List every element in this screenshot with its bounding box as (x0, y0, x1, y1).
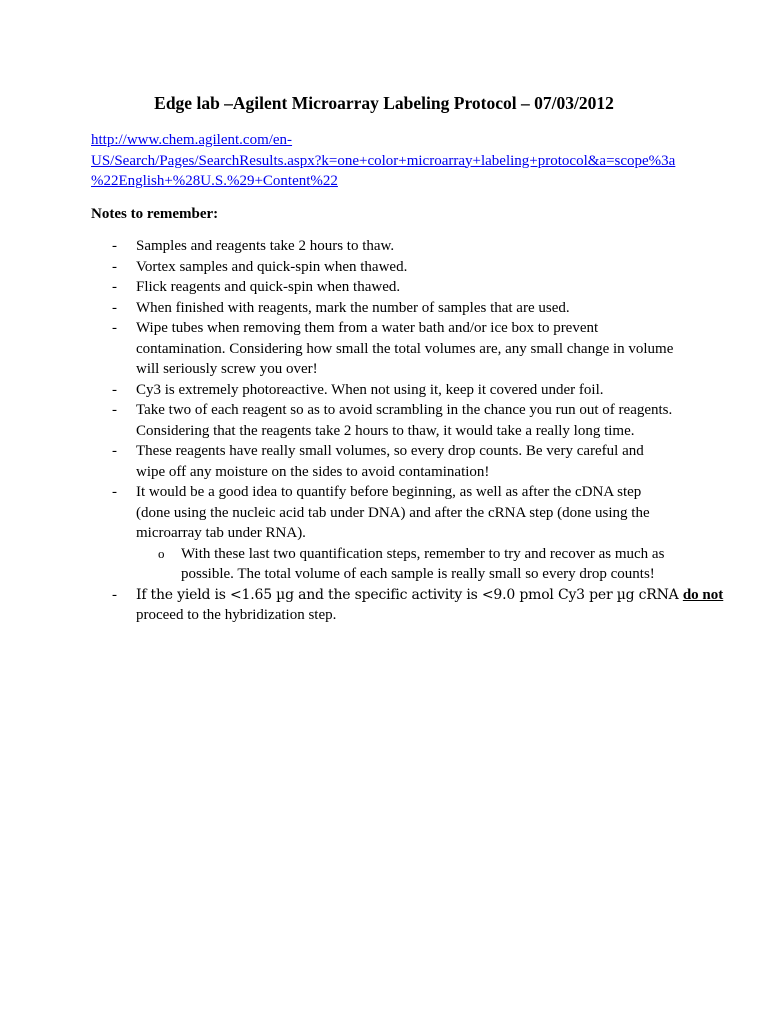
notes-list (0, 236, 768, 626)
dash-bullet: - (112, 299, 117, 316)
note-text: When finished with reagents, mark the number of samples that are used. (136, 299, 570, 316)
list-item (0, 298, 684, 319)
search-link-line-1[interactable]: http://www.chem.agilent.com/en- (91, 132, 293, 148)
note-text: Samples and reagents take 2 hours to thaw. (136, 238, 395, 254)
dash-bullet: - (112, 279, 117, 295)
list-item (0, 585, 724, 626)
list-item (0, 277, 684, 298)
note-text: Considering that the reagents take 2 hours to thaw, it would take a really long time. (136, 422, 635, 439)
sub-note-text: With these last two quantification steps, remember to try and recover as much as (181, 545, 665, 562)
do-not-emphasis: do not (682, 586, 724, 603)
dash-bullet: - (112, 484, 117, 500)
note-text: Take two of each reagent so as to avoid scrambling in the chance you run out of reagents. (136, 402, 673, 418)
list-item (0, 380, 684, 401)
note-text (136, 585, 724, 606)
list-item (0, 482, 684, 585)
sub-note-text: possible. The total volume of each sample is really small so every drop counts! (181, 566, 655, 582)
dash-bullet: - (112, 381, 117, 398)
note-text: will seriously screw you over! (136, 361, 318, 377)
note-text: Wipe tubes when removing them from a water bath and/or ice box to prevent (136, 320, 599, 336)
note-text: (done using the nucleic acid tab under DNA) and after the cRNA step (done using the (136, 504, 650, 521)
list-item (0, 400, 684, 441)
dash-bullet: - (112, 402, 117, 418)
note-text: It would be a good idea to quantify before beginning, as well as after the cDNA step (136, 484, 642, 500)
dash-bullet: - (112, 586, 117, 603)
yield-criteria-text: If the yield is <1.65 µg and the specific activity is <9.0 pmol Cy3 per µg cRNA (136, 586, 683, 603)
note-text: Vortex samples and quick-spin when thawed. (136, 258, 408, 275)
search-link-line-3[interactable]: %22English+%28U.S.%29+Content%22 (91, 173, 338, 189)
notes-heading: Notes to remember: (91, 206, 219, 222)
list-item (0, 441, 684, 482)
dash-bullet: - (112, 320, 117, 336)
dash-bullet: - (112, 443, 117, 459)
sub-list-item (136, 544, 684, 585)
note-text: contamination. Considering how small the total volumes are, any small change in volume (136, 340, 674, 357)
note-text: proceed to the hybridization step. (136, 607, 337, 623)
list-item (0, 257, 684, 278)
page-title: Edge lab –Agilent Microarray Labeling Protocol – 07/03/2012 (154, 93, 614, 113)
note-text: wipe off any moisture on the sides to avoid contamination! (136, 463, 490, 480)
circle-bullet: o (158, 545, 165, 561)
note-text: These reagents have really small volumes, so every drop counts. Be very careful and (136, 443, 644, 459)
note-text: Flick reagents and quick-spin when thawed. (136, 279, 401, 295)
dash-bullet: - (112, 238, 117, 254)
list-item (0, 318, 684, 380)
note-text: microarray tab under RNA). (136, 525, 306, 541)
search-link-line-2[interactable]: US/Search/Pages/SearchResults.aspx?k=one+color+microarray+labeling+protocol&a=scope%3a (91, 152, 676, 169)
search-link[interactable] (91, 130, 691, 192)
dash-bullet: - (112, 258, 117, 275)
list-item (0, 236, 684, 257)
note-text: Cy3 is extremely photoreactive. When not using it, keep it covered under foil. (136, 381, 604, 398)
